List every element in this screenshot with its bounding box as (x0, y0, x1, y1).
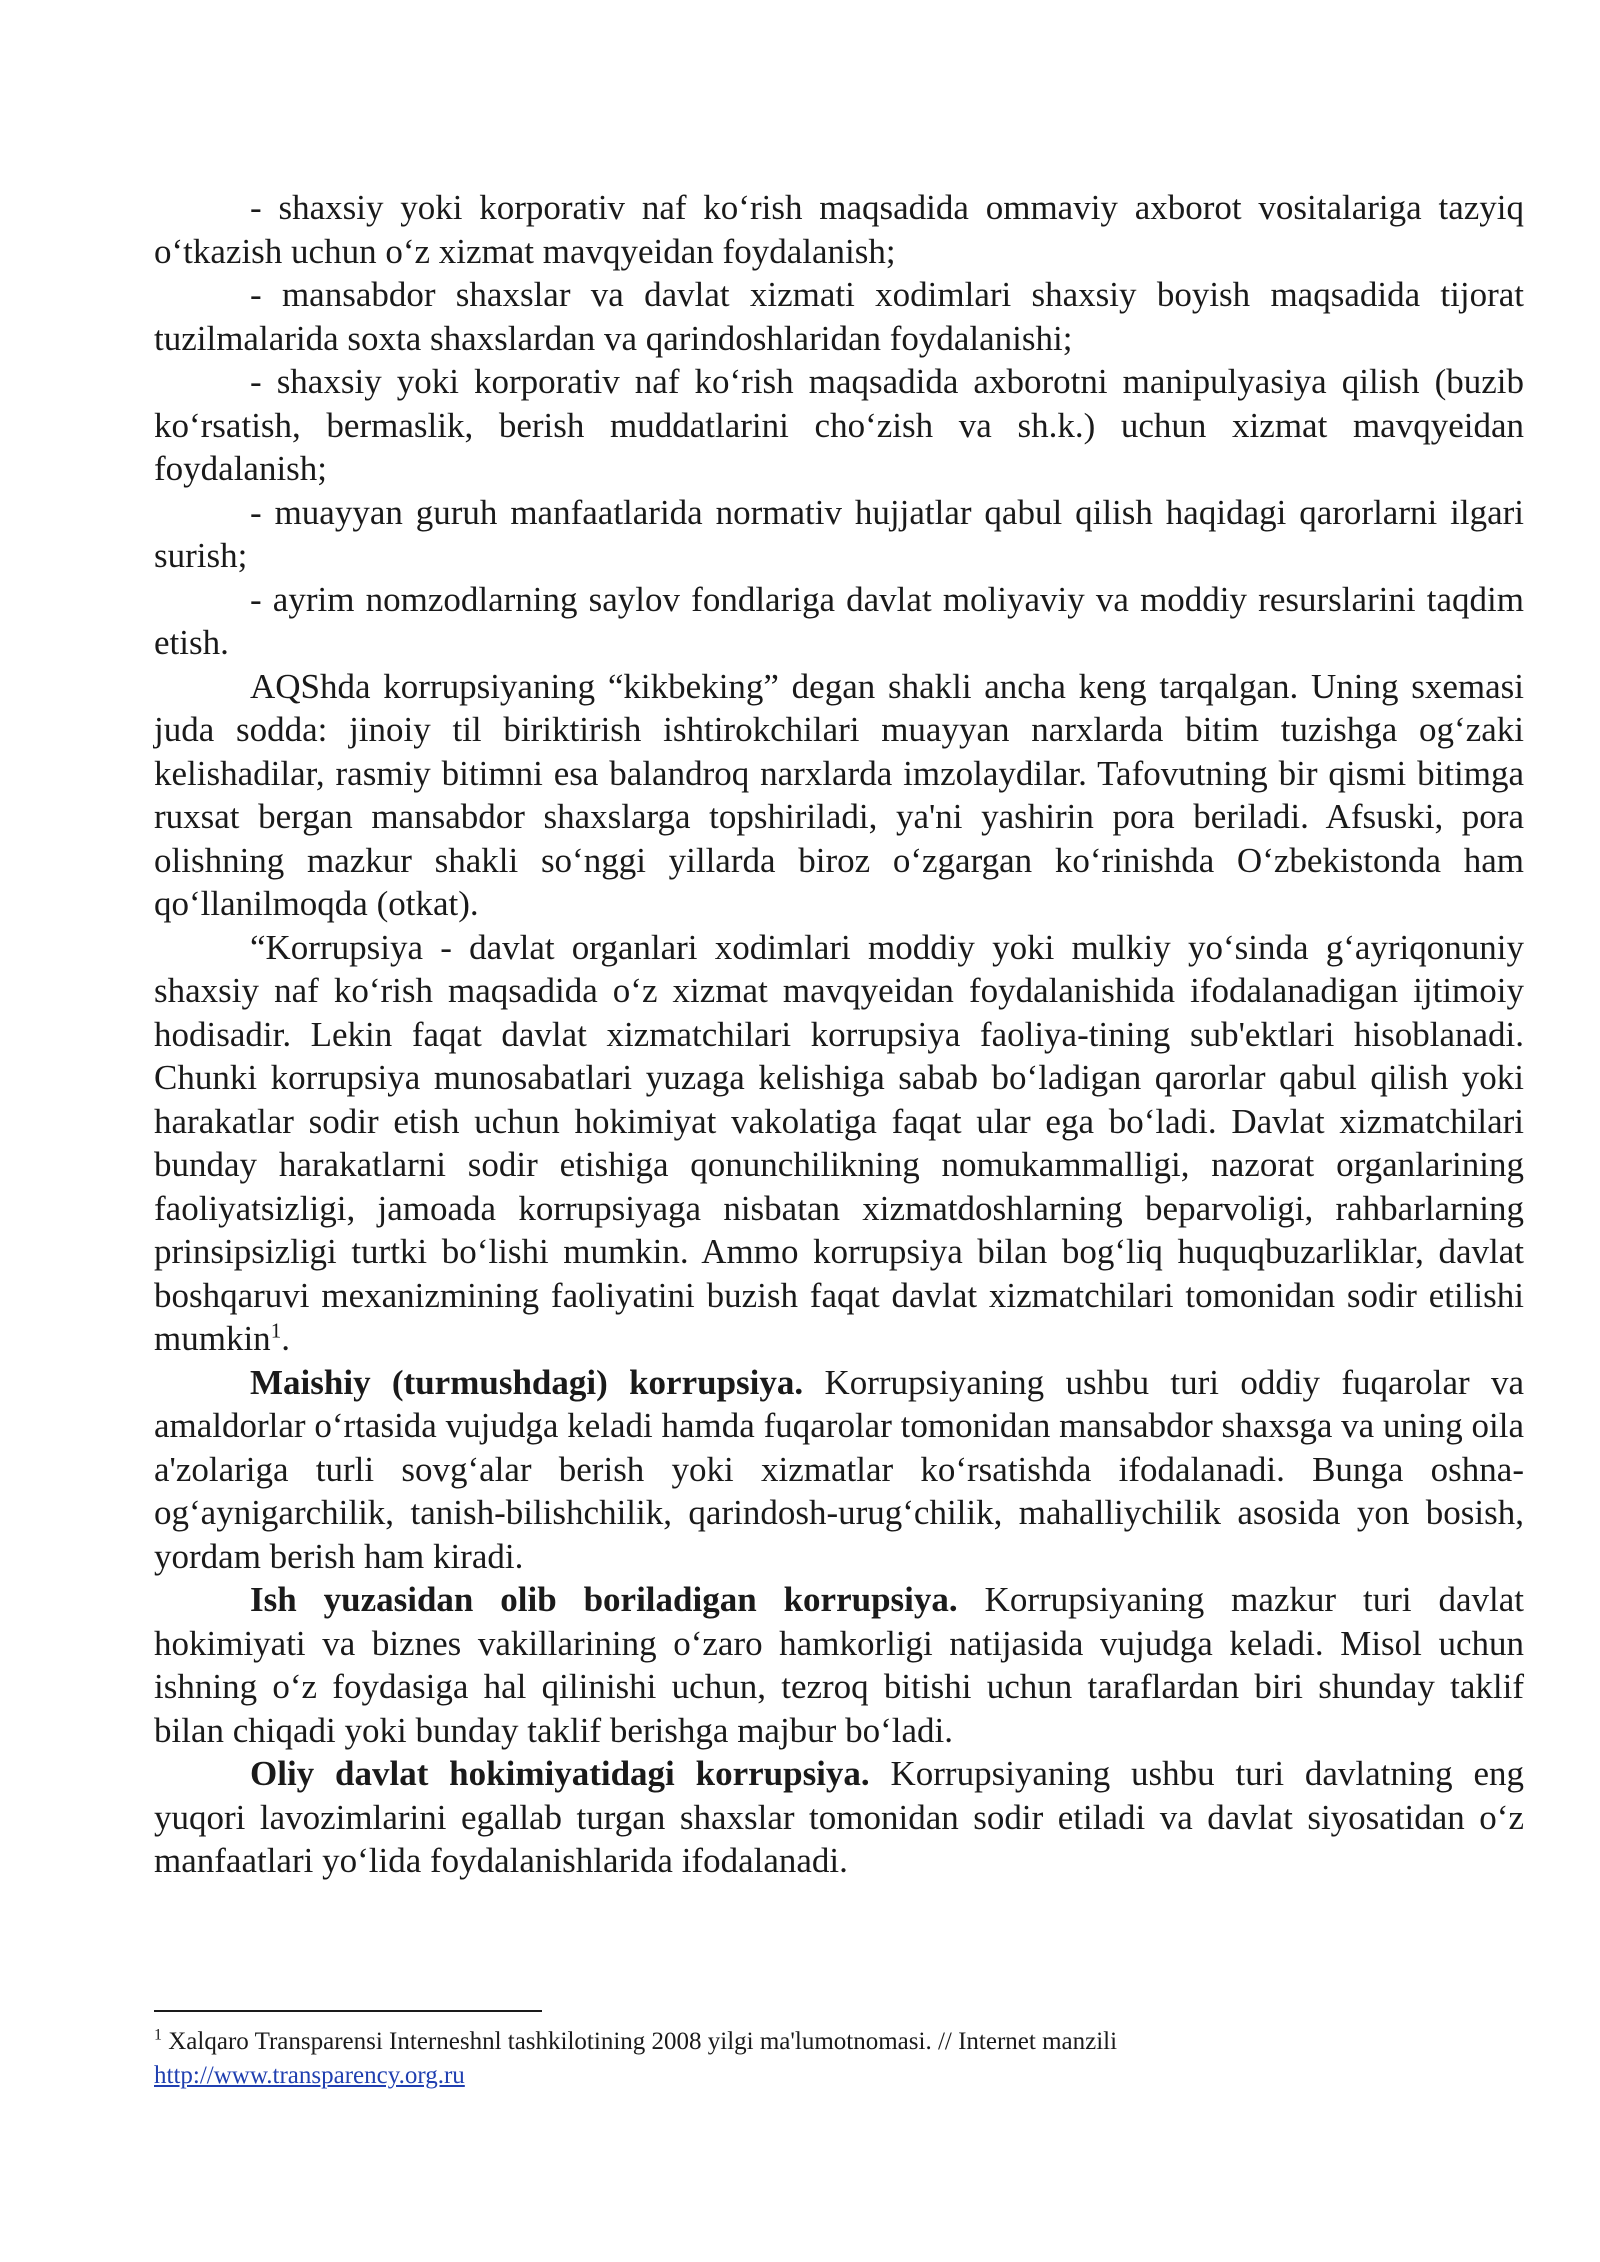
paragraph-text: AQShda korrupsiyaning “kikbeking” degan shakli ancha keng tarqalgan. Uning sxemasi juda sodda: jinoiy til biriktirish ishtirokchilari muayyan narxlarda bitim tuzishga og‘zaki kelishadilar, rasmiy bitimni esa balandroq narxlarda imzolaydilar. Tafovutning bir qismi bitimga ruxsat bergan mansabdor shaxslarga topshiriladi, ya'ni yashirin pora beriladi. Afsuski, pora olishning mazkur shakli so‘nggi yillarda biroz o‘zgargan ko‘rinishda O‘zbekistonda ham qo‘llanilmoqda (otkat). (154, 666, 1524, 923)
footnote-separator (154, 2010, 542, 2012)
paragraph-definition-quote (154, 926, 1524, 1361)
footnote-link-line (154, 2059, 1524, 2093)
document-body (154, 186, 1524, 1883)
footnote-line (154, 2025, 1524, 2059)
footnote (154, 2025, 1524, 2093)
footnote-number: 1 (154, 2026, 162, 2044)
paragraph-list-item-1 (154, 186, 1524, 273)
paragraph-list-item-4 (154, 491, 1524, 578)
footnote-reference[interactable]: 1 (270, 1318, 282, 1343)
paragraph-text: - shaxsiy yoki korporativ naf ko‘rish maqsadida axborotni manipulyasiya qilish (buzib ko‘rsatish, bermaslik, berish muddatlarini cho‘zish va sh.k.) uchun xizmat mavqyeidan foydalanish; (154, 362, 1524, 488)
paragraph-text: - ayrim nomzodlarning saylov fondlariga davlat moliyaviy va moddiy resurslarini taqdim etish. (154, 579, 1524, 662)
paragraph-household-corruption (154, 1361, 1524, 1579)
paragraph-text: - mansabdor shaxslar va davlat xizmati xodimlari shaxsiy boyish maqsadida tijorat tuzilmalarida soxta shaxslardan va qarindoshlaridan foydalanishi; (154, 275, 1524, 358)
paragraph-text: - shaxsiy yoki korporativ naf ko‘rish maqsadida ommaviy axborot vositalariga tazyiq o‘tkazish uchun o‘z xizmat mavqyeidan foydalanish; (154, 188, 1524, 271)
footnote-text: Xalqaro Transparensi Interneshnl tashkilotining 2008 yilgi ma'lumotnomasi. // Internet manzili (168, 2028, 1118, 2055)
paragraph-list-item-3 (154, 360, 1524, 491)
paragraph-business-corruption (154, 1578, 1524, 1752)
paragraph-text: Korrupsiyaning mazkur turi davlat hokimiyati va biznes vakillarining o‘zaro hamkorligi natijasida vujudga keladi. Misol uchun ishning o‘z foydasiga hal qilinishi uchun, tezroq bitishi uchun taraflardan biri shunday taklif bilan chiqadi yoki bunday taklif berishga majbur bo‘ladi. (154, 1580, 1525, 1750)
paragraph-text: - muayyan guruh manfaatlarida normativ hujjatlar qabul qilish haqidagi qarorlarni ilgari surish; (154, 492, 1524, 575)
footnote-link[interactable]: http://www.transparency.org.ru (154, 2062, 465, 2089)
paragraph-kickback (154, 665, 1524, 926)
paragraph-text: “Korrupsiya - davlat organlari xodimlari moddiy yoki mulkiy yo‘sinda g‘ayriqonuniy shaxsiy naf ko‘rish maqsadida o‘z xizmat mavqyeidan foydalanishida ifodalanadigan ijtimoiy hodisadir. Lekin faqat davlat xizmatchilari korrupsiya faoliya-tining sub'ektlari hisoblanadi. Chunki korrupsiya munosabatlari yuzaga kelishiga sabab bo‘ladigan qarorlar qabul qilish yoki harakatlar sodir etish uchun hokimiyat vakolatiga faqat ular ega bo‘ladi. Davlat xizmatchilari bunday harakatlarni sodir etishiga qonunchilikning nomukammalligi, nazorat organlarining faoliyatsizligi, jamoada korrupsiyaga nisbatan xizmatdoshlarning beparvoligi, rahbarlarning prinsipsizligi turtki bo‘lishi mumkin. Ammo korrupsiya bilan bog‘liq huquqbuzarliklar, davlat boshqaruvi mexanizmining faoliyatini buzish faqat davlat xizmatchilari tomonidan sodir etilishi mumkin (154, 927, 1524, 1358)
paragraph-text: Korrupsiyaning ushbu turi oddiy fuqarolar va amaldorlar o‘rtasida vujudga keladi hamda fuqarolar tomonidan mansabdor shaxsga va uning oila a'zolariga turli sovg‘alar berish yoki xizmatlar ko‘rsatishda ifodalanadi. Bunga oshna-og‘aynigarchilik, tanish-bilishchilik, qarindosh-urug‘chilik, mahalliychilik asosida yon bosish, yordam berish ham kiradi. (154, 1362, 1524, 1576)
paragraph-text: Korrupsiyaning ushbu turi davlatning eng yuqori lavozimlarini egallab turgan shaxslar tomonidan sodir etiladi va davlat siyosatidan o‘z manfaatlari yo‘lida foydalanishlarida ifodalanadi. (154, 1754, 1524, 1880)
paragraph-list-item-2 (154, 273, 1524, 360)
paragraph-heading: Ish yuzasidan olib boriladigan korrupsiya. (250, 1580, 958, 1619)
paragraph-high-level-corruption (154, 1752, 1524, 1883)
paragraph-list-item-5 (154, 578, 1524, 665)
paragraph-heading: Oliy davlat hokimiyatidagi korrupsiya. (250, 1754, 870, 1793)
paragraph-heading: Maishiy (turmushdagi) korrupsiya. (250, 1362, 804, 1402)
paragraph-tail: . (281, 1319, 290, 1358)
